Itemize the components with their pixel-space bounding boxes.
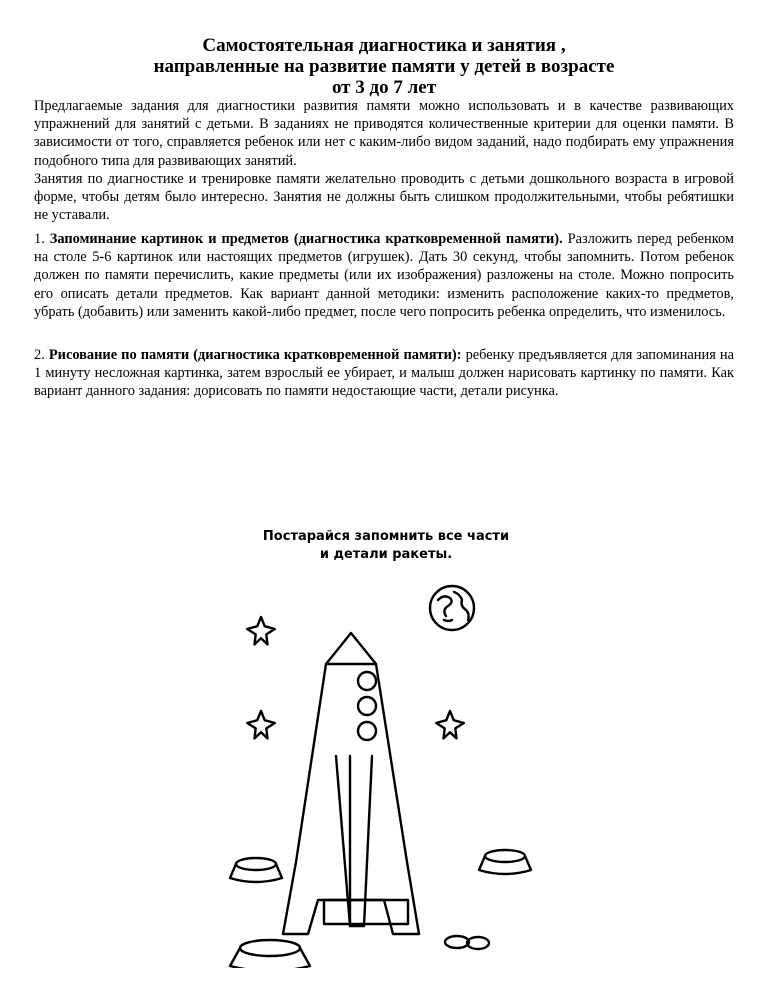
task-2-text: ребенку предъявляется для запоминания на 1 минуту несложная картинка, затем взрослый ее убирает, и малыш должен нарисовать картинку по памяти. Как вариант данного задания: дорисовать по памяти недостающие части, детали рисунка. bbox=[34, 347, 734, 400]
task-2-heading: Рисование по памяти (диагностика кратковременной памяти): bbox=[48, 347, 462, 363]
document-title bbox=[40, 35, 728, 98]
rocket-icon bbox=[283, 633, 419, 934]
task-1-paragraph bbox=[34, 230, 734, 321]
star-icon bbox=[247, 617, 275, 644]
task-1-number: 1. bbox=[34, 231, 45, 247]
title-line-2: направленные на развитие памяти у детей в возрасте bbox=[153, 56, 615, 77]
planet-icon bbox=[430, 586, 474, 630]
caption-line-1: Постарайся запомнить все части bbox=[262, 529, 510, 544]
star-icon bbox=[436, 711, 464, 738]
task-1-heading: Запоминание картинок и предметов (диагностика кратковременной памяти). bbox=[49, 231, 563, 247]
crater-icon bbox=[479, 850, 531, 874]
title-line-3: от 3 до 7 лет bbox=[331, 77, 437, 98]
task-2-number: 2. bbox=[34, 347, 45, 363]
rocket-illustration bbox=[216, 528, 556, 968]
caption-line-2: и детали ракеты. bbox=[319, 547, 453, 562]
intro-paragraph-1: Предлагаемые задания для диагностики развития памяти можно использовать и в качестве развивающих упражнений для занятий с детьми. В заданиях не приводятся количественные критерии для оценки памяти. В зависимости от того, справляется ребенок или нет с каким-либо видом заданий, надо подбирать ему упражнения подобного типа для развивающих занятий. bbox=[34, 98, 734, 169]
task-2-paragraph bbox=[34, 346, 734, 401]
crater-icon bbox=[230, 858, 282, 882]
crater-icon bbox=[230, 940, 310, 968]
star-icon bbox=[247, 711, 275, 738]
rock-icon bbox=[445, 936, 489, 949]
task-1-text: Разложить перед ребенком на столе 5-6 картинок или настоящих предметов (игрушек). Дать 30 секунд, чтобы запомнить. Потом ребенок должен по памяти перечислить, какие предметы (или их изображения) разложены на столе. Можно попросить его описать детали предметов. Как вариант данной методики: изменить расположение каких-то предметов, убрать (добавить) или заменить какой-либо предмет, после чего попросить ребенка определить, что изменилось. bbox=[34, 231, 735, 320]
title-line-1: Самостоятельная диагностика и занятия , bbox=[202, 35, 566, 56]
intro-paragraph-2: Занятия по диагностике и тренировке памяти желательно проводить с детьми дошкольного возраста в игровой форме, чтобы детям было интересно. Занятия не должны быть слишком продолжительными, чтобы ребятишки не уставали. bbox=[34, 171, 734, 224]
